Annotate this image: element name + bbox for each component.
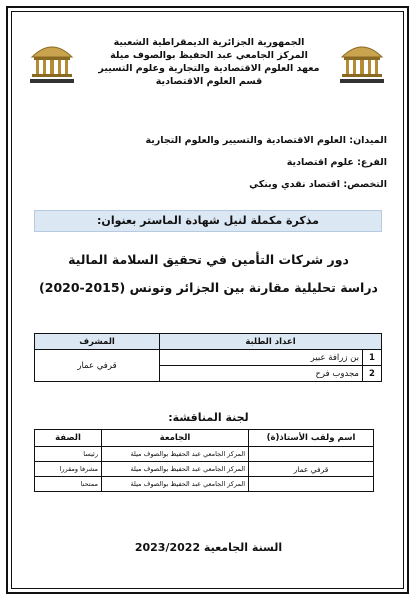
student-name: مجدوب فرح xyxy=(160,366,363,382)
info-field: الميدان: العلوم الاقتصادية والتسيير والعلوم التجارية xyxy=(145,135,387,146)
thesis-subtitle: دراسة تحليلية مقارنة بين الجزائر وتونس (2015-2020) xyxy=(39,280,378,295)
page-border-inner xyxy=(11,11,404,589)
header-line-institute: معهد العلوم الاقتصادية والتجارية وعلوم التسيير xyxy=(98,63,320,74)
committee-member-role: مشرفا ومقررا xyxy=(35,462,102,477)
institution-header xyxy=(90,36,328,88)
table-row xyxy=(35,477,374,492)
committee-table xyxy=(34,429,374,492)
study-info xyxy=(145,134,387,200)
header-line-republic: الجمهورية الجزائرية الديمقراطية الشعبية xyxy=(113,37,305,48)
committee-member-role: ممتحنا xyxy=(35,477,102,492)
header-line-university: المركز الجامعي عبد الحفيظ بوالصوف ميلة xyxy=(110,50,308,61)
committee-member-name: قرفي عمار xyxy=(249,462,374,477)
university-logo-icon xyxy=(26,35,78,87)
table-row xyxy=(35,447,374,462)
table-row xyxy=(35,350,382,366)
committee-member-university: المركز الجامعي عبد الحفيظ بوالصوف ميلة xyxy=(102,447,249,462)
student-number: 1 xyxy=(363,350,382,366)
student-number: 2 xyxy=(363,366,382,382)
student-name: بن زرافة عبير xyxy=(160,350,363,366)
students-table xyxy=(34,333,382,382)
subject-label: مذكرة مكملة لنيل شهادة الماستر بعنوان: xyxy=(34,210,382,232)
committee-header-name: اسم ولقب الأستاذ(ة) xyxy=(249,430,374,447)
committee-title: لجنة المناقشة: xyxy=(168,411,249,424)
info-specialty: التخصص: اقتصاد نقدي وبنكي xyxy=(249,179,387,190)
committee-header-university: الجامعة xyxy=(102,430,249,447)
committee-member-university: المركز الجامعي عبد الحفيظ بوالصوف ميلة xyxy=(102,477,249,492)
committee-member-name xyxy=(249,477,374,492)
academic-year: السنة الجامعية 2023/2022 xyxy=(134,541,283,554)
thesis-title: دور شركات التأمين في تحقيق السلامة المالية xyxy=(68,252,349,267)
header-line-department: قسم العلوم الاقتصادية xyxy=(155,76,263,87)
committee-member-university: المركز الجامعي عبد الحفيظ بوالصوف ميلة xyxy=(102,462,249,477)
students-header: اعداد الطلبة xyxy=(160,334,382,350)
university-logo-icon xyxy=(336,35,388,87)
committee-member-name xyxy=(249,447,374,462)
supervisor-name: قرفي عمار xyxy=(35,350,160,382)
info-branch: الفرع: علوم اقتصادية xyxy=(286,157,387,168)
committee-member-role: رئيسا xyxy=(35,447,102,462)
supervisor-header: المشرف xyxy=(35,334,160,350)
table-row xyxy=(35,462,374,477)
committee-header-role: الصفة xyxy=(35,430,102,447)
